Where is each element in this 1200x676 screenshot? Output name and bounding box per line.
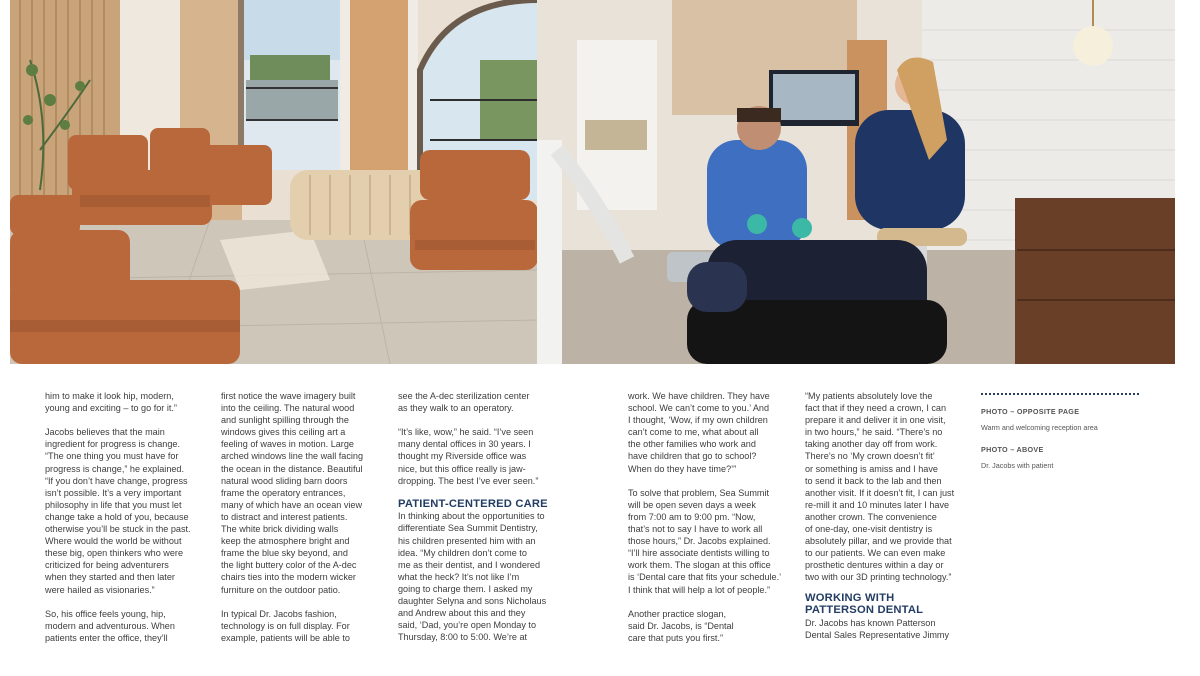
paragraph: work. We have children. They have school. We can’t come to you.’ And I thought, ‘Wow, if my own children can’t come to me, what about all the other families who work and have children that go to school? When do they have time?’” (628, 391, 770, 474)
article-column-3 (398, 390, 558, 655)
paragraph: Dr. Jacobs has known Patterson Dental Sales Representative Jimmy (805, 617, 950, 640)
paragraph: “My patients absolutely love the fact that if they need a crown, I can prepare it and deliver it in one visit, in two hours,” he said. “There’s no taking another day off from work. There’s no ‘My crown doesn’t fit’ or something is amiss and I have to send it back to the lab and then another visit. If it doesn’t fit, I can just re-mill it and 10 minutes later I have another crown. The convenience of one-day, one-visit dentistry is absolutely pillar, and we provide that to our patients. We can even make prosthetic dentures within a day or two with our 3D printing technology.” (805, 391, 955, 583)
operatory-photo (537, 0, 1175, 364)
article-column-4 (628, 390, 788, 656)
paragraph: Another practice slogan, said Dr. Jacobs, is “Dental care that puts you first.” (628, 608, 734, 643)
section-heading: PATIENT-CENTERED CARE (398, 497, 548, 510)
article-column-2 (221, 390, 381, 656)
paragraph: him to make it look hip, modern, young and exciting – to go for it.” (45, 391, 177, 414)
caption-text: Dr. Jacobs with patient (981, 461, 1054, 470)
paragraph: So, his office feels young, hip, modern and adventurous. When patients enter the office, they’ll (45, 608, 175, 643)
reception-photo (10, 0, 538, 364)
paragraph: Jacobs believes that the main ingredient for progress is change. “The one thing you must have for progress is change,” he explained. “If you don’t have change, progress isn’t possible. It’s a very important philosophy in life that you must let change take a hold of you, because otherwise you’ll be stuck in the past. Where would the world be without these big, open thinkers who were criticized for being adventurers when they started and then later were hailed as visionaries.” (45, 427, 191, 595)
paragraph: see the A-dec sterilization center as they walk to an operatory. (398, 391, 530, 414)
caption-text: Warm and welcoming reception area (981, 423, 1098, 432)
photo-captions (981, 390, 1141, 483)
dotted-divider (981, 393, 1139, 395)
article-column-1 (45, 390, 205, 656)
caption-heading: PHOTO – OPPOSITE PAGE (981, 407, 1080, 416)
caption-heading: PHOTO – ABOVE (981, 445, 1044, 454)
paragraph: “It’s like, wow,” he said. “I’ve seen many dental offices in 30 years. I thought my Riverside office was nice, but this office really is jaw- dropping. The best I’ve ever seen.” (398, 427, 539, 486)
paragraph: In typical Dr. Jacobs fashion, technology is on full display. For example, patients will be able to (221, 608, 350, 643)
article-column-5 (805, 390, 970, 653)
paragraph: In thinking about the opportunities to differentiate Sea Summit Dentistry, his children presented him with an idea. “My children don’t come to me as their dentist, and I wondered what the heck? It’s not like I’m going to charge them. I asked my daughter Selyna and sons Nicholaus and Andrew about this and they said, ‘Dad, you’re open Monday to Thursday, 8:00 to 5:00. We’re at (398, 511, 547, 643)
paragraph: To solve that problem, Sea Summit will be open seven days a week from 7:00 am to 9:00 pm. “Now, that’s not to say I have to work all those hours,” Dr. Jacobs explained. “I’ll hire associate dentists willing to work them. The slogan at this office is ‘Dental care that fits your schedule.’ I think that will help a lot of people.” (628, 487, 782, 595)
paragraph: first notice the wave imagery built into the ceiling. The natural wood and sunlight spilling through the windows gives this ceiling art a feeling of waves in motion. Large arched windows line the wall facing the ocean in the distance. Beautiful natural wood sliding barn doors frame the operatory entrances, many of which have an ocean view to distract and interest patients. The white brick dividing walls keep the atmosphere bright and frame the blue sky beyond, and the light buttery color of the A-dec chairs ties into the modern wicker furniture on the outdoor patio. (221, 391, 364, 595)
section-heading: WORKING WITH PATTERSON DENTAL (805, 591, 924, 617)
